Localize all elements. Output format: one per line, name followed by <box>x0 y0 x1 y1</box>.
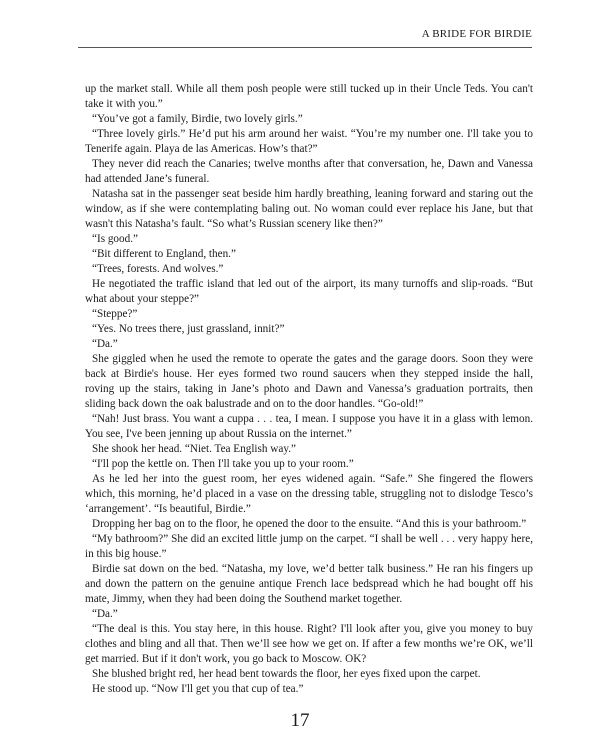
body-text <box>85 82 533 697</box>
paragraph: “Yes. No trees there, just grassland, innit?” <box>92 323 285 335</box>
page-number: 17 <box>290 710 310 731</box>
paragraph: “I'll pop the kettle on. Then I'll take you up to your room.” <box>92 458 354 470</box>
paragraph: “The deal is this. You stay here, in this house. Right? I'll look after you, give you money to buy clothes and bling and all that. Then we’ll see how we get on. If after a few months we’re OK, we’ll get married. But if it don't work, you go back to Moscow. OK? <box>85 623 533 665</box>
paragraph: “My bathroom?” She did an excited little jump on the carpet. “I shall be well . . . very happy here, in this big house.” <box>85 533 533 560</box>
paragraph: “Three lovely girls.” He’d put his arm around her waist. “You’re my number one. I'll take you to Tenerife again. Playa de las Americas. How’s that?” <box>85 128 533 155</box>
paragraph: They never did reach the Canaries; twelve months after that conversation, he, Dawn and Vanessa had attended Jane’s funeral. <box>85 158 533 185</box>
paragraph: She shook her head. “Niet. Tea English way.” <box>92 443 296 455</box>
paragraph: “Bit different to England, then.” <box>92 248 236 260</box>
paragraph: He stood up. “Now I'll get you that cup of tea.” <box>92 683 304 695</box>
paragraph: “Da.” <box>92 338 118 350</box>
paragraph: He negotiated the traffic island that led out of the airport, its many turnoffs and slip-roads. “But what about your steppe?” <box>85 278 533 305</box>
paragraph: She blushed bright red, her head bent towards the floor, her eyes fixed upon the carpet. <box>92 668 481 680</box>
paragraph: “Nah! Just brass. You want a cuppa . . . tea, I mean. I suppose you have it in a glass with lemon. You see, I've been jenning up about Russia on the internet.” <box>85 413 533 440</box>
paragraph: As he led her into the guest room, her eyes widened again. “Safe.” She fingered the flowers which, this morning, he’d placed in a vase on the dressing table, struggling not to dislodge Tesco’s ‘arrangement’. “Is beautiful, Birdie.” <box>85 473 533 515</box>
paragraph: “Trees, forests. And wolves.” <box>92 263 224 275</box>
paragraph: “Da.” <box>92 608 118 620</box>
paragraph: up the market stall. While all them posh people were still tucked up in their Uncle Teds. You can't take it with you.” <box>85 83 533 110</box>
paragraph: “Steppe?” <box>92 308 138 320</box>
paragraph: Birdie sat down on the bed. “Natasha, my love, we’d better talk business.” He ran his fingers up and down the pattern on the genuine antique French lace bedspread which he had bought off his mate, Jimmy, when they had been doing the Southend market together. <box>85 563 533 605</box>
running-head: A BRIDE FOR BIRDIE <box>421 28 532 40</box>
paragraph: “You’ve got a family, Birdie, two lovely girls.” <box>92 113 303 125</box>
header-rule <box>78 47 532 48</box>
paragraph: “Is good.” <box>92 233 138 245</box>
paragraph: She giggled when he used the remote to operate the gates and the garage doors. Soon they were back at Birdie's house. Her eyes formed two round saucers when they stepped inside the hall, roving up the stairs, taking in Jane’s photo and Dawn and Vanessa’s graduation portraits, then sliding back down the oak balustrade and on to the door handles. “Go-old!” <box>85 353 533 410</box>
paragraph: Natasha sat in the passenger seat beside him hardly breathing, leaning forward and staring out the window, as if she were contemplating baling out. No woman could ever replace his Jane, but that wasn't this Natasha’s fault. “So what’s Russian scenery like then?” <box>85 188 533 230</box>
paragraph: Dropping her bag on to the floor, he opened the door to the ensuite. “And this is your bathroom.” <box>92 518 527 530</box>
